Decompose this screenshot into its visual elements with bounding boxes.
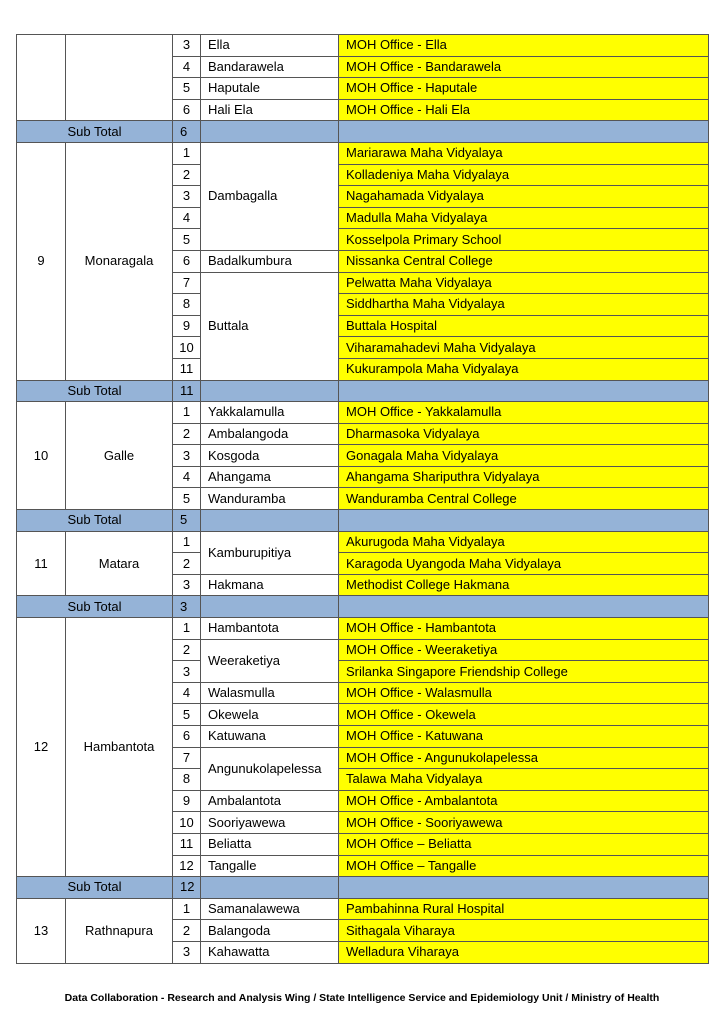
row-number: 3: [173, 445, 201, 467]
district-number: 12: [17, 618, 66, 877]
row-number: 1: [173, 402, 201, 424]
centre-name: Kolladeniya Maha Vidyalaya: [339, 164, 709, 186]
centre-name: Akurugoda Maha Vidyalaya: [339, 531, 709, 553]
moh-area: Ella: [201, 35, 339, 57]
row-number: 5: [173, 229, 201, 251]
row-number: 4: [173, 682, 201, 704]
moh-area: Ambalantota: [201, 790, 339, 812]
row-number: 3: [173, 574, 201, 596]
district-name: Hambantota: [66, 618, 173, 877]
row-number: 2: [173, 164, 201, 186]
row-number: 1: [173, 898, 201, 920]
subtotal-row: [17, 877, 709, 899]
moh-area: Dambagalla: [201, 142, 339, 250]
row-number: 10: [173, 812, 201, 834]
district-number: 13: [17, 898, 66, 963]
centre-name: Pelwatta Maha Vidyalaya: [339, 272, 709, 294]
centre-name: MOH Office - Okewela: [339, 704, 709, 726]
table-row: [17, 531, 709, 553]
subtotal-label: Sub Total: [17, 510, 173, 532]
row-number: 2: [173, 553, 201, 575]
row-number: 12: [173, 855, 201, 877]
moh-area: Balangoda: [201, 920, 339, 942]
centre-name: MOH Office - Walasmulla: [339, 682, 709, 704]
moh-area: Hambantota: [201, 618, 339, 640]
moh-area: Kahawatta: [201, 941, 339, 963]
table-row: [17, 402, 709, 424]
moh-area: Ambalangoda: [201, 423, 339, 445]
row-number: 6: [173, 726, 201, 748]
centre-name: Gonagala Maha Vidyalaya: [339, 445, 709, 467]
table-row: [17, 142, 709, 164]
centre-name: MOH Office - Angunukolapelessa: [339, 747, 709, 769]
centre-name: MOH Office - Katuwana: [339, 726, 709, 748]
table-row: [17, 898, 709, 920]
subtotal-value: 5: [173, 510, 201, 532]
centre-name: MOH Office - Haputale: [339, 78, 709, 100]
centre-name: Srilanka Singapore Friendship College: [339, 661, 709, 683]
table-row: [17, 35, 709, 57]
row-number: 2: [173, 423, 201, 445]
centre-name: Madulla Maha Vidyalaya: [339, 207, 709, 229]
row-number: 4: [173, 56, 201, 78]
centre-name: Nagahamada Vidyalaya: [339, 186, 709, 208]
subtotal-label: Sub Total: [17, 380, 173, 402]
row-number: 5: [173, 488, 201, 510]
row-number: 11: [173, 833, 201, 855]
row-number: 5: [173, 78, 201, 100]
moh-area: Okewela: [201, 704, 339, 726]
subtotal-value: 11: [173, 380, 201, 402]
subtotal-label: Sub Total: [17, 877, 173, 899]
centre-name: Pambahinna Rural Hospital: [339, 898, 709, 920]
moh-area: Badalkumbura: [201, 250, 339, 272]
district-number: 10: [17, 402, 66, 510]
moh-area: Beliatta: [201, 833, 339, 855]
moh-area: Kosgoda: [201, 445, 339, 467]
row-number: 1: [173, 142, 201, 164]
moh-area: Sooriyawewa: [201, 812, 339, 834]
subtotal-label: Sub Total: [17, 121, 173, 143]
centre-name: Wanduramba Central College: [339, 488, 709, 510]
subtotal-value: 3: [173, 596, 201, 618]
subtotal-label: Sub Total: [17, 596, 173, 618]
row-number: 10: [173, 337, 201, 359]
moh-area: Tangalle: [201, 855, 339, 877]
moh-area: Weeraketiya: [201, 639, 339, 682]
centre-name: Nissanka Central College: [339, 250, 709, 272]
centre-name: Dharmasoka Vidyalaya: [339, 423, 709, 445]
centre-name: Welladura Viharaya: [339, 941, 709, 963]
district-number: 9: [17, 142, 66, 380]
row-number: 1: [173, 531, 201, 553]
row-number: 7: [173, 272, 201, 294]
centre-name: Mariarawa Maha Vidyalaya: [339, 142, 709, 164]
vaccination-centres-table: [16, 34, 709, 964]
row-number: 1: [173, 618, 201, 640]
subtotal-row: [17, 380, 709, 402]
centre-name: MOH Office - Bandarawela: [339, 56, 709, 78]
row-number: 9: [173, 315, 201, 337]
centre-name: Karagoda Uyangoda Maha Vidyalaya: [339, 553, 709, 575]
row-number: 2: [173, 639, 201, 661]
row-number: 8: [173, 769, 201, 791]
centre-name: Ahangama Shariputhra Vidyalaya: [339, 466, 709, 488]
subtotal-row: [17, 510, 709, 532]
row-number: 3: [173, 186, 201, 208]
moh-area: Wanduramba: [201, 488, 339, 510]
district-number: 11: [17, 531, 66, 596]
centre-name: MOH Office - Weeraketiya: [339, 639, 709, 661]
district-name: Monaragala: [66, 142, 173, 380]
moh-area: Samanalawewa: [201, 898, 339, 920]
moh-area: Katuwana: [201, 726, 339, 748]
moh-area: Walasmulla: [201, 682, 339, 704]
table-row: [17, 618, 709, 640]
centre-name: Talawa Maha Vidyalaya: [339, 769, 709, 791]
centre-name: Methodist College Hakmana: [339, 574, 709, 596]
centre-name: Kosselpola Primary School: [339, 229, 709, 251]
district-number: [17, 35, 66, 121]
district-name: Rathnapura: [66, 898, 173, 963]
centre-name: MOH Office - Hambantota: [339, 618, 709, 640]
moh-area: Angunukolapelessa: [201, 747, 339, 790]
page-footer: Data Collaboration - Research and Analysis Wing / State Intelligence Service and Epidemiology Unit / Ministry of Health: [64, 992, 660, 1004]
row-number: 6: [173, 99, 201, 121]
centre-name: MOH Office - Sooriyawewa: [339, 812, 709, 834]
row-number: 6: [173, 250, 201, 272]
district-name: Matara: [66, 531, 173, 596]
row-number: 4: [173, 466, 201, 488]
district-name: Galle: [66, 402, 173, 510]
moh-area: Kamburupitiya: [201, 531, 339, 574]
centre-name: MOH Office - Ambalantota: [339, 790, 709, 812]
row-number: 7: [173, 747, 201, 769]
moh-area: Bandarawela: [201, 56, 339, 78]
subtotal-row: [17, 596, 709, 618]
row-number: 8: [173, 294, 201, 316]
subtotal-value: 6: [173, 121, 201, 143]
centre-name: MOH Office - Hali Ela: [339, 99, 709, 121]
centre-name: MOH Office – Tangalle: [339, 855, 709, 877]
moh-area: Hakmana: [201, 574, 339, 596]
district-name: [66, 35, 173, 121]
row-number: 11: [173, 358, 201, 380]
row-number: 4: [173, 207, 201, 229]
centre-name: Buttala Hospital: [339, 315, 709, 337]
centre-name: MOH Office - Yakkalamulla: [339, 402, 709, 424]
row-number: 5: [173, 704, 201, 726]
moh-area: Haputale: [201, 78, 339, 100]
subtotal-row: [17, 121, 709, 143]
row-number: 3: [173, 661, 201, 683]
moh-area: Ahangama: [201, 466, 339, 488]
row-number: 2: [173, 920, 201, 942]
moh-area: Buttala: [201, 272, 339, 380]
row-number: 3: [173, 35, 201, 57]
moh-area: Hali Ela: [201, 99, 339, 121]
row-number: 3: [173, 941, 201, 963]
centre-name: Siddhartha Maha Vidyalaya: [339, 294, 709, 316]
moh-area: Yakkalamulla: [201, 402, 339, 424]
centre-name: Viharamahadevi Maha Vidyalaya: [339, 337, 709, 359]
centre-name: Sithagala Viharaya: [339, 920, 709, 942]
subtotal-value: 12: [173, 877, 201, 899]
centre-name: Kukurampola Maha Vidyalaya: [339, 358, 709, 380]
centre-name: MOH Office – Beliatta: [339, 833, 709, 855]
centre-name: MOH Office - Ella: [339, 35, 709, 57]
row-number: 9: [173, 790, 201, 812]
